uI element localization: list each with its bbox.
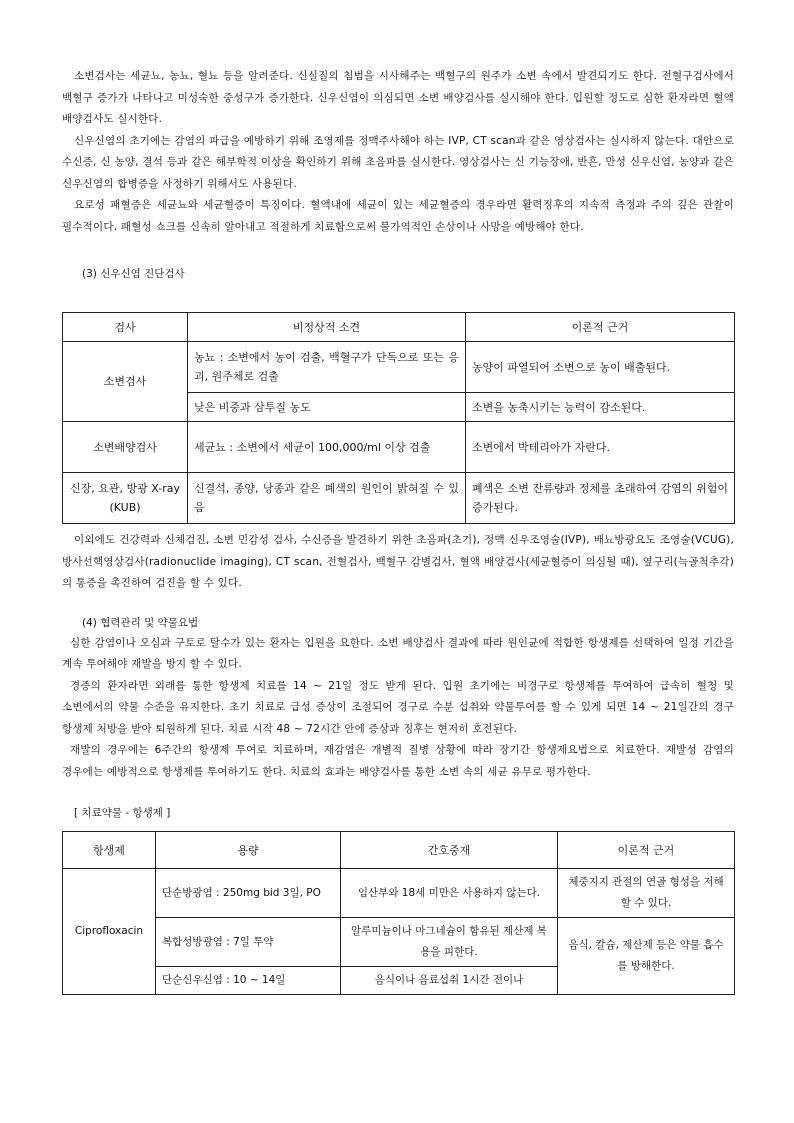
- dose-cell: 단순신우신염 : 10 ~ 14일: [156, 967, 341, 995]
- drug-table: [62, 831, 735, 995]
- diagnostic-test-table: [62, 312, 735, 524]
- after-table-paragraph: 이외에도 건강력과 신체검진, 소변 민감성 검사, 수신증을 발견하기 위한 초음파(초기), 정맥 신우조영술(IVP), 배뇨방광요도 조영술(VCUG), 방사선핵영상검사(radionuclide imaging), CT scan, 전혈검사, 백혈구 감별검사, 혈액 배양검사(세균혈증이 의심될 때), 옆구리(늑골척추각)의 통증을 촉진하여 검진을 할 수 있다.: [62, 534, 734, 589]
- basis-cell: 폐색은 소변 잔류량과 정체를 초래하여 감염의 위험이 증가된다.: [466, 473, 735, 524]
- table-row: [63, 422, 735, 473]
- basis-cell: 농양이 파열되어 소변으로 농이 배출된다.: [466, 342, 735, 393]
- section-4-paragraph-1: 심한 감염이나 오심과 구토로 탈수가 있는 환자는 입원을 요한다. 소변 배양검사 결과에 따라 원인균에 적합한 항생제를 선택하여 일정 기간을 계속 투여해야 재발을 방지 할 수 있다.: [62, 636, 734, 670]
- intro-paragraph-2: 신우신염의 초기에는 감염의 파급을 예방하기 위해 조영제를 정맥주사해야 하는 IVP, CT scan과 같은 영상검사는 실시하지 않는다. 대안으로 수신증, 신 농양, 결석 등과 같은 해부학적 이상을 확인하기 위해 초음파를 실시한다. 영상검사는 신 기능장애, 반흔, 만성 신우신염, 농양과 같은 신우신염의 합병증을 사정하기 위해서도 사용된다.: [62, 134, 734, 190]
- nursing-cell: 음식이나 음료섭취 1시간 전이나: [341, 967, 558, 995]
- section-4-paragraph-3: 재발의 경우에는 6주간의 항생제 투여로 치료하며, 재감염은 개별적 질병 상황에 따라 장기간 항생제요법으로 치료한다. 재발성 감염의 경우에는 예방적으로 항생제를 투여하기도 한다. 치료의 효과는 배양검사를 통한 소변 속의 세균 유무로 평가한다.: [62, 744, 734, 778]
- basis-cell: 소변에서 박테리아가 자란다.: [466, 422, 735, 473]
- basis-cell: 음식, 칼슘, 제산제 등은 약물 흡수를 방해한다.: [558, 918, 735, 995]
- document-page: [62, 66, 734, 995]
- finding-cell: 세균뇨 : 소변에서 세균이 100,000/ml 이상 검출: [188, 422, 466, 473]
- section-3-title: (3) 신우신염 진단검사: [82, 268, 185, 280]
- intro-paragraph-3: 요로성 패혈증은 세균뇨와 세균혈증이 특징이다. 혈액내에 세균이 있는 세균혈증의 경우라면 활력징후의 지속적 측정과 주의 깊은 관찰이 필수적이다. 패혈성 쇼크를 신속히 알아내고 적절하게 치료함으로써 불가역적인 손상이나 사망을 예방해야 한다.: [62, 199, 734, 233]
- table-header-row: [63, 832, 735, 869]
- test-cell: 신장, 요관, 방광 X-ray (KUB): [63, 473, 188, 524]
- header-antibiotic: 항생제: [63, 832, 156, 869]
- table-header-row: [63, 313, 735, 342]
- finding-cell: 신결석, 종양, 낭종과 같은 폐색의 원인이 밝혀질 수 있음: [188, 473, 466, 524]
- table-row: [63, 342, 735, 393]
- dose-cell: 단순방광염 : 250mg bid 3일, PO: [156, 869, 341, 918]
- finding-cell: 농뇨 : 소변에서 농이 검출, 백혈구가 단독으로 또는 응괴, 원주체로 검출: [188, 342, 466, 393]
- header-basis: 이론적 근거: [466, 313, 735, 342]
- intro-paragraph-1: 소변검사는 세균뇨, 농뇨, 혈뇨 등을 알려준다. 신실질의 침범을 시사해주는 백혈구의 원주가 소변 속에서 발견되기도 한다. 전혈구검사에서 백혈구 증가가 나타나고 미성숙한 중성구가 증가한다. 신우신염이 의심되면 소변 배양검사를 실시해야 한다. 입원할 정도로 심한 환자라면 혈액 배양검사도 실시한다.: [62, 70, 734, 125]
- section-4-title: (4) 협력관리 및 약물요법: [82, 616, 199, 629]
- dose-cell: 복합성방광염 : 7일 투약: [156, 918, 341, 967]
- drug-name-cell: Ciprofloxacin: [63, 869, 156, 995]
- header-nursing: 간호중재: [341, 832, 558, 869]
- test-cell: 소변검사: [63, 342, 188, 422]
- header-dose: 용량: [156, 832, 341, 869]
- table-row: [63, 918, 735, 967]
- section-4-paragraph-2: 경증의 환자라면 외래를 통한 항생제 치료를 14 ~ 21일 정도 받게 된다. 입원 초기에는 비경구로 항생제를 투여하여 급속히 혈청 및 소변에서의 약물 수준을 유지한다. 초기 치료로 급성 증상이 조절되어 경구로 수분 섭취와 약물투여를 할 수 있게 되면 14 ~ 21일간의 경구 항생제 처방을 받아 퇴원하게 된다. 치료 시작 48 ~ 72시간 안에 증상과 징후는 현저히 호전된다.: [62, 679, 734, 735]
- header-basis: 이론적 근거: [558, 832, 735, 869]
- nursing-cell: 임산부와 18세 미만은 사용하지 않는다.: [341, 869, 558, 918]
- drug-table-title: [ 치료약물 - 항생제 ]: [74, 807, 171, 819]
- test-cell: 소변배양검사: [63, 422, 188, 473]
- basis-cell: 소변을 농축시키는 능력이 감소된다.: [466, 393, 735, 422]
- header-test: 검사: [63, 313, 188, 342]
- finding-cell: 낮은 비중과 삼투질 농도: [188, 393, 466, 422]
- basis-cell: 체중지지 관절의 연골 형성을 저해할 수 있다.: [558, 869, 735, 918]
- table-row: [63, 869, 735, 918]
- header-finding: 비정상적 소견: [188, 313, 466, 342]
- nursing-cell: 알루미늄이나 마그네슘이 함유된 제산제 복용을 피한다.: [341, 918, 558, 967]
- table-row: [63, 473, 735, 524]
